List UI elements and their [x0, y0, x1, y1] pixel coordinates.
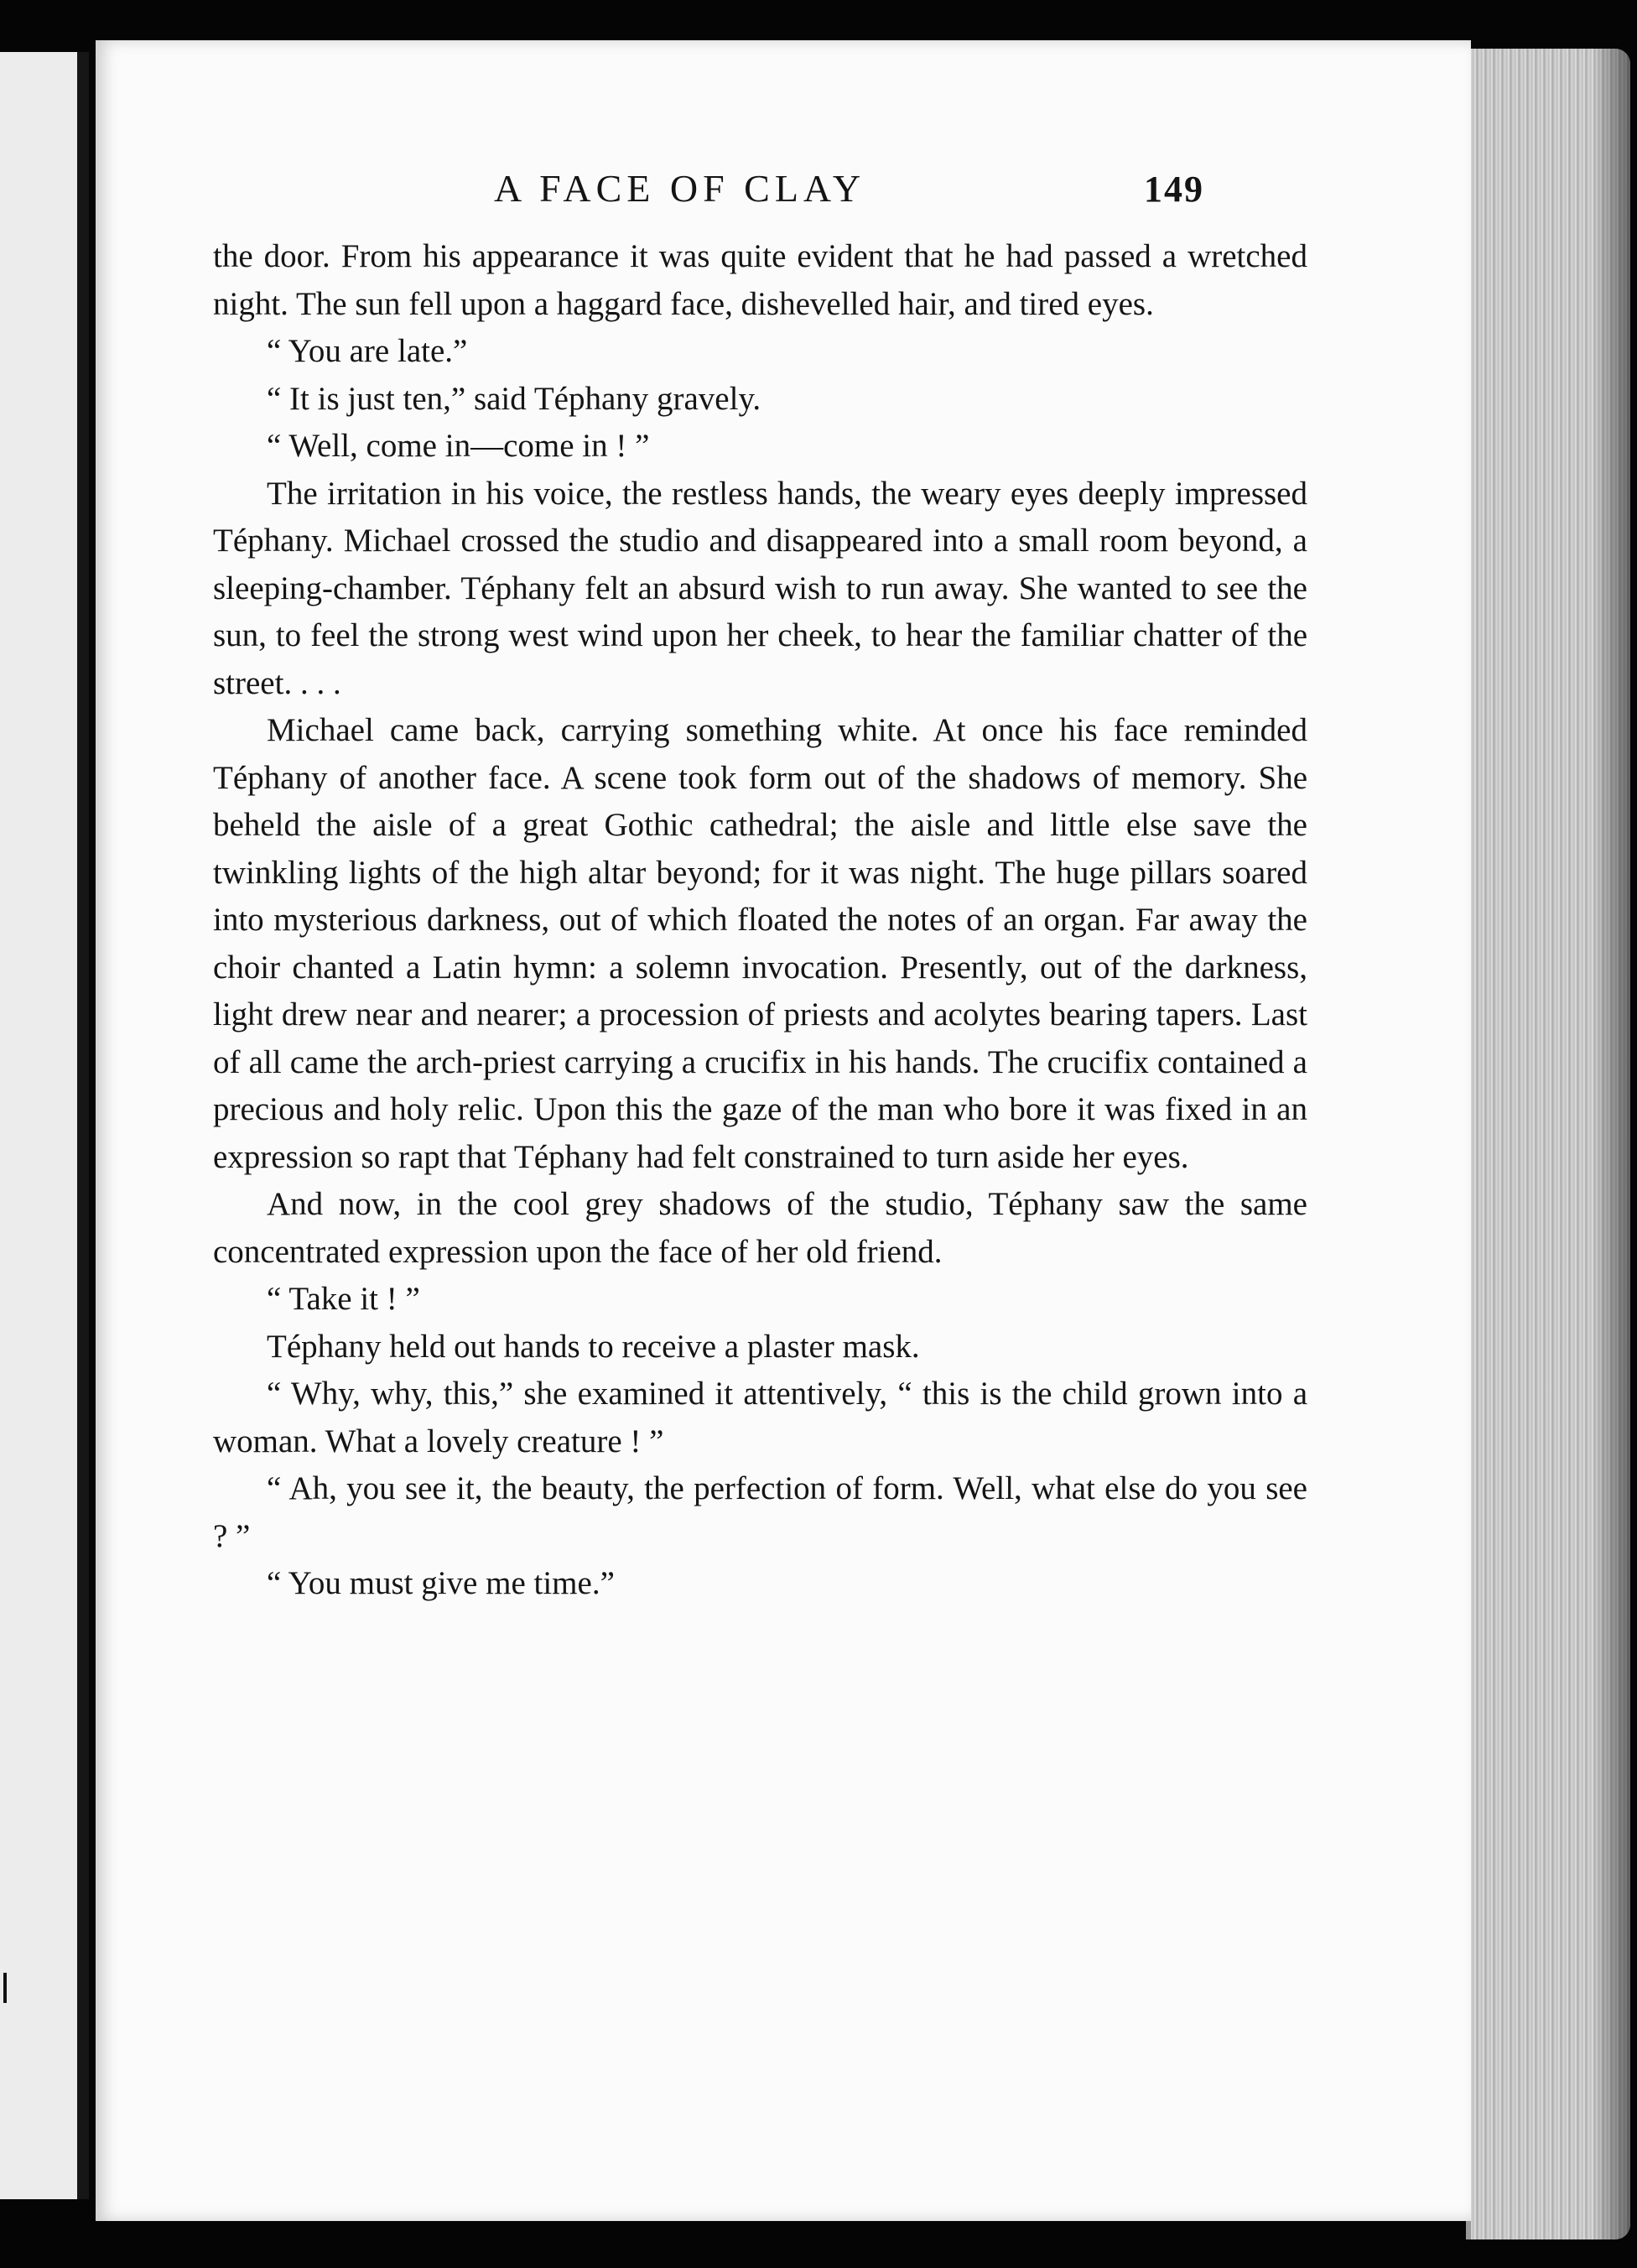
paragraph: the door. From his appearance it was quite evident that he had passed a wretched night. The sun fell upon a haggard face, dishevelled hair, and tired eyes.: [213, 238, 1307, 322]
paragraph: “ It is just ten,” said Téphany gravely.: [267, 380, 761, 417]
running-title: A FACE OF CLAY: [494, 167, 866, 210]
book-fore-edge: [1466, 49, 1630, 2239]
book-page: [96, 40, 1471, 2221]
paragraph: Téphany held out hands to receive a plaster mask.: [267, 1328, 920, 1365]
facing-page-edge: [0, 52, 89, 2199]
paragraph: “ Well, come in—come in ! ”: [267, 428, 650, 464]
paragraph: “ Why, why, this,” she examined it attentively, “ this is the child grown into a woman. What a lovely creature ! ”: [213, 1376, 1307, 1459]
running-head: [96, 166, 1387, 233]
paragraph: The irritation in his voice, the restless hands, the weary eyes deeply impressed Téphany. Michael crossed the studio and disappeared into a small room beyond, a sleeping-chamber. Téphany felt an absurd wish to run away. She wanted to see the sun, to feel the strong west wind upon her cheek, to hear the familiar chatter of the street. . . .: [213, 475, 1307, 701]
body-text: [213, 233, 1307, 1608]
facing-page-mark: [3, 1973, 7, 2003]
paragraph: Michael came back, carrying something white. At once his face reminded Téphany of another face. A scene took form out of the shadows of memory. She beheld the aisle of a great Gothic cathedral; the aisle and little else save the twinkling lights of the high altar beyond; for it was night. The huge pillars soared into mysterious darkness, out of which floated the notes of an organ. Far away the choir chanted a Latin hymn: a solemn invocation. Presently, out of the darkness, light drew near and nearer; a procession of priests and acolytes bearing tapers. Last of all came the arch-priest carrying a crucifix in his hands. The crucifix contained a precious and holy relic. Upon this the gaze of the man who bore it was fixed in an expression so rapt that Téphany had felt constrained to turn aside her eyes.: [213, 712, 1307, 1175]
paragraph: “ Take it ! ”: [267, 1281, 420, 1317]
paragraph: “ You are late.”: [267, 333, 468, 369]
paragraph: “ Ah, you see it, the beauty, the perfection of form. Well, what else do you see ? ”: [213, 1470, 1307, 1554]
paragraph: “ You must give me time.”: [267, 1565, 615, 1601]
paragraph: And now, in the cool grey shadows of the studio, Téphany saw the same concentrated expression upon the face of her old friend.: [213, 1186, 1307, 1270]
page-number: 149: [1144, 169, 1204, 210]
